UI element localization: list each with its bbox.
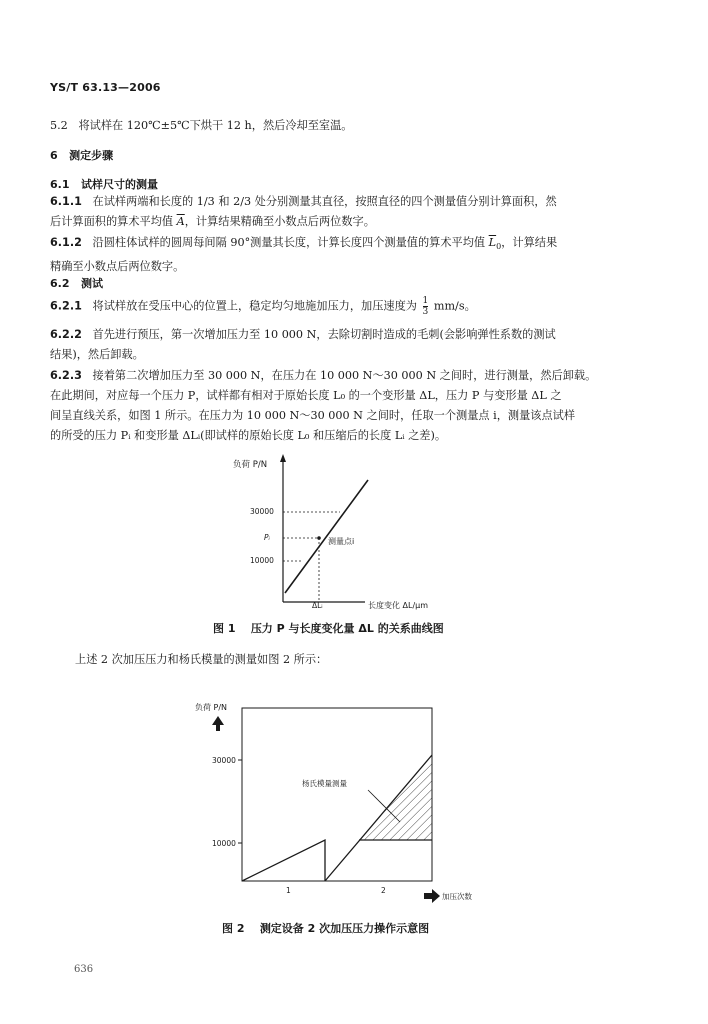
paragraph-line: 在此期间，对应每一个压力 P，试样都有相对于原始长度 L₀ 的一个变形量 ΔL，压力 P 与变形量 ΔL 之	[50, 389, 562, 402]
fraction-numerator: 1	[422, 296, 429, 306]
speed-fraction	[423, 296, 429, 317]
section-text: 将试样在 120℃±5℃下烘干 12 h，然后冷却至室温。	[78, 119, 353, 132]
y-tick-10000: 10000	[212, 839, 236, 848]
paragraph-line	[50, 192, 660, 212]
caption-number: 图 2	[222, 922, 245, 935]
caption-number: 图 1	[213, 622, 236, 635]
paragraph-text: 接着第二次增加压力至 30 000 N，在压力在 10 000 N～30 000 N 之间时，进行测量，然后卸载。	[92, 369, 597, 382]
measurement-point-label: 测量点i	[328, 537, 355, 546]
paragraph-line	[50, 325, 660, 345]
pressure-deformation-line	[285, 480, 368, 593]
section-number: 6	[50, 149, 58, 162]
section-6-2-1	[50, 296, 660, 317]
section-number: 6.2.3	[50, 369, 82, 382]
section-title: 测试	[81, 277, 103, 290]
figure-1-chart	[220, 452, 460, 612]
section-6-1-1	[50, 192, 660, 232]
y-tick-pi: Pᵢ	[264, 533, 270, 542]
section-number: 5.2	[50, 119, 68, 132]
page-number: 636	[74, 964, 94, 975]
section-title: 试样尺寸的测量	[81, 178, 158, 191]
paragraph-text: 在试样两端和长度的 1/3 和 2/3 处分别测量其直径，按照直径的四个测量值分别计算面积，然	[92, 195, 557, 208]
section-number: 6.1.2	[50, 236, 82, 249]
x-label-1: 1	[286, 886, 291, 895]
section-5-2	[50, 116, 660, 136]
caption-text: 压力 P 与长度变化量 ΔL 的关系曲线图	[250, 622, 444, 635]
section-number: 6.2	[50, 277, 70, 290]
figure-2-intro: 上述 2 次加压压力和杨氏模量的测量如图 2 所示：	[75, 653, 328, 666]
mean-length-symbol: $\overline{L}$	[488, 236, 497, 249]
x-axis-label: 长度变化 ΔL/μm	[368, 601, 429, 610]
section-title: 测定步骤	[69, 149, 114, 162]
mean-area-symbol: $\overline{A}$	[176, 215, 185, 228]
section-6-2-2	[50, 325, 660, 365]
region-label: 杨氏模量测量	[302, 779, 347, 788]
standard-code-header: YS/T 63.13—2006	[50, 81, 161, 94]
subscript: 0	[496, 242, 502, 252]
paragraph-text: 后计算面积的算术平均值	[50, 215, 174, 228]
x-tick-dli: ΔLᵢ	[312, 601, 323, 610]
y-tick-30000: 30000	[250, 507, 274, 516]
paragraph-line: 间呈直线关系，如图 1 所示。在压力为 10 000 N～30 000 N 之间时，任取一个测量点 i，测量该点试样	[50, 409, 576, 422]
paragraph-text: mm/s。	[433, 299, 476, 313]
fraction-denominator: 3	[422, 307, 429, 317]
y-axis-arrow-icon	[280, 454, 286, 462]
x-label-2: 2	[381, 886, 386, 895]
y-tick-10000: 10000	[250, 556, 274, 565]
paragraph-line: 结果)，然后卸载。	[50, 348, 144, 361]
measurement-point-marker	[317, 536, 321, 540]
up-arrow-icon	[212, 716, 224, 731]
y-axis-label: 负荷 P/N	[195, 703, 228, 712]
paragraph-line	[50, 233, 660, 257]
section-number: 6.1	[50, 178, 70, 191]
right-arrow-icon	[424, 889, 440, 903]
paragraph-text: 首先进行预压，第一次增加压力至 10 000 N，去除切割时造成的毛刺(会影响弹性系数的测试	[92, 328, 556, 341]
paragraph-line: 精确至小数点后两位数字。	[50, 260, 185, 274]
paragraph-text: 沿圆柱体试样的圆周每间隔 90°测量其长度，计算长度四个测量值的算术平均值	[92, 236, 486, 249]
section-6-heading	[50, 146, 660, 166]
paragraph-line	[50, 212, 660, 232]
paragraph-text: ，计算结果	[501, 236, 558, 249]
section-number: 6.1.1	[50, 195, 82, 208]
section-6-2-3	[50, 366, 660, 446]
caption-text: 测定设备 2 次加压压力操作示意图	[259, 922, 430, 935]
paragraph-text: ，计算结果精确至小数点后两位数字。	[184, 215, 375, 228]
first-loading-line	[242, 840, 325, 881]
paragraph-line: 的所受的压力 Pᵢ 和变形量 ΔLᵢ(即试样的原始长度 L₀ 和压缩后的长度 Lᵢ 之差)。	[50, 429, 447, 442]
figure-2-caption	[222, 920, 429, 936]
x-axis-label: 加压次数	[442, 892, 472, 901]
section-number: 6.2.1	[50, 299, 82, 313]
y-tick-30000: 30000	[212, 756, 236, 765]
y-axis-label: 负荷 P/N	[233, 460, 268, 470]
section-6-1-2	[50, 233, 660, 277]
figure-2-chart	[190, 700, 510, 910]
paragraph-line	[50, 366, 660, 386]
section-6-2-heading	[50, 274, 660, 294]
figure-1-caption	[213, 620, 444, 636]
paragraph-text: 将试样放在受压中心的位置上，稳定均匀地施加压力，加压速度为	[92, 299, 417, 313]
section-number: 6.2.2	[50, 328, 82, 341]
